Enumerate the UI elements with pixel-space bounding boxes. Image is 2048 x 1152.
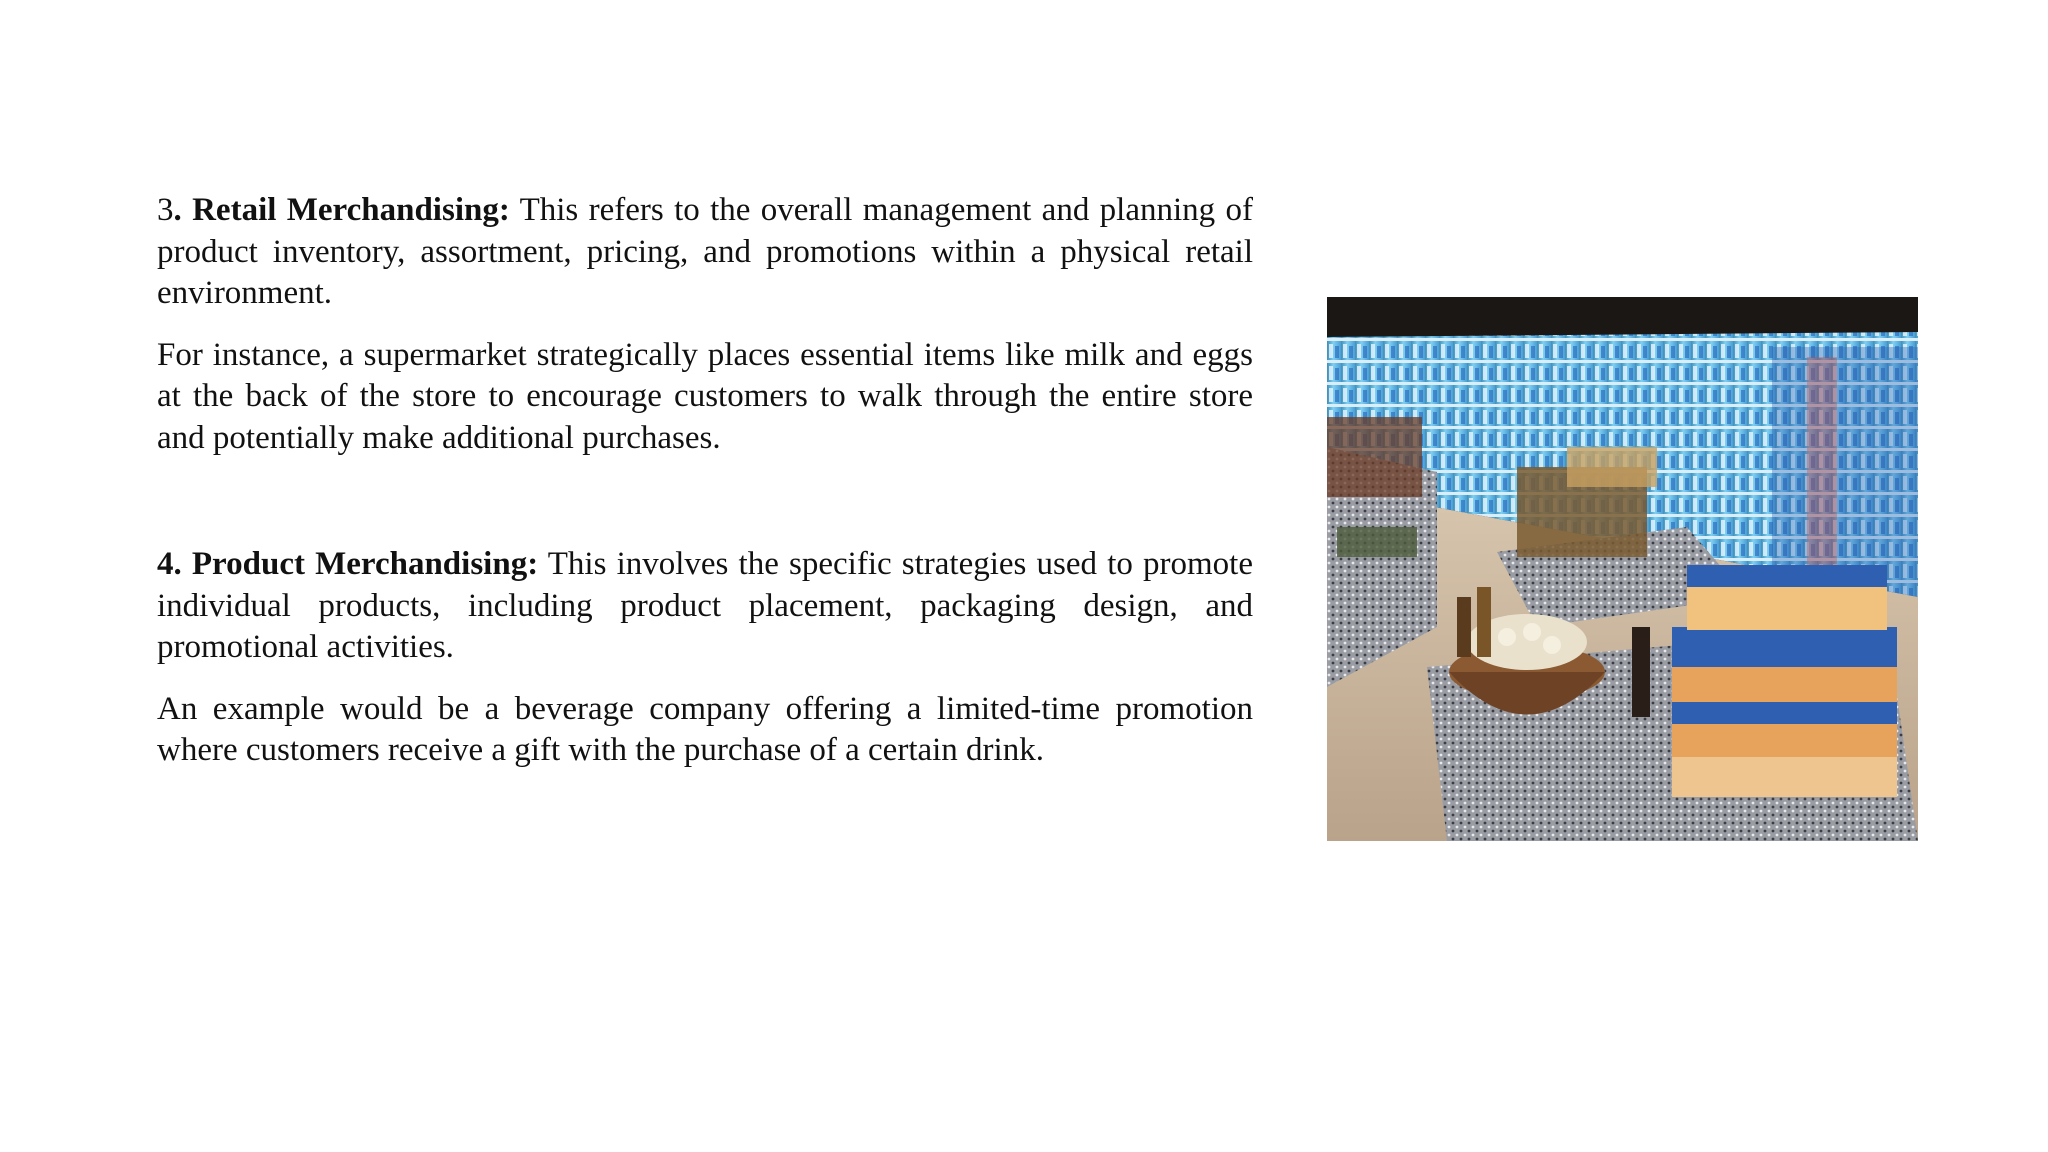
supermarket-display-photo <box>1327 297 1918 841</box>
product-merchandising-heading: 4. Product Merchandising: <box>157 546 539 582</box>
retail-merchandising-description: This refers to the overall management and planning of product inventory, assortment, pricing, and promotions within a physical retail environment. <box>157 192 1253 311</box>
section-number: 3 <box>157 192 174 228</box>
product-merchandising-description: This involves the specific strategies used to promote individual products, including product placement, packaging design, and promotional activities. <box>157 546 1253 665</box>
retail-merchandising-paragraph <box>157 190 1253 315</box>
carton-stack-shape <box>1672 565 1897 797</box>
ceiling-shape <box>1327 297 1918 337</box>
product-merchandising-paragraph <box>157 544 1253 669</box>
supermarket-display-illustration <box>1327 297 1918 841</box>
retail-merchandising-heading: . Retail Merchandising: <box>173 192 510 228</box>
retail-merchandising-example: For instance, a supermarket strategically places essential items like milk and eggs at the back of the store to encourage customers to walk through the entire store and potentially make additional purchases. <box>157 336 1253 456</box>
product-merchandising-example: An example would be a beverage company offering a limited-time promotion where customers receive a gift with the purchase of a certain drink. <box>157 690 1253 768</box>
text-column <box>157 190 1253 772</box>
